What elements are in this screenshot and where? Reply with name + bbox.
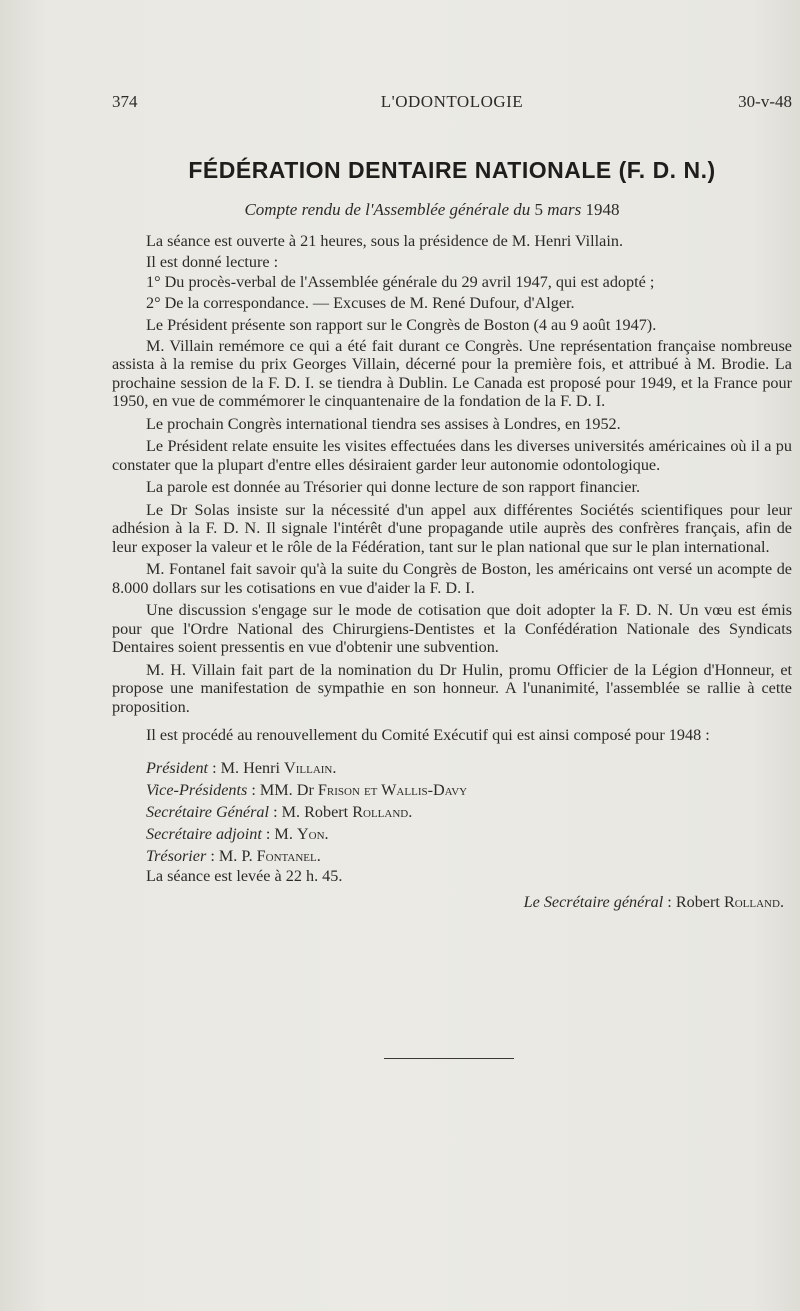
signature-end: .	[779, 893, 784, 911]
paragraph: Le Président relate ensuite les visites effectuées dans les diverses universités américaines où il a pu constater que la plupart d'entre elles désiraient garder leur autonomie odontologique.	[112, 437, 792, 474]
committee-row	[146, 757, 792, 779]
committee-sep: : MM. Dr	[247, 780, 318, 799]
committee-name: Rolland	[352, 802, 409, 821]
committee-role: Président	[146, 758, 209, 777]
journal-title: L'ODONTOLOGIE	[380, 92, 524, 111]
committee-list	[146, 757, 792, 867]
committee-row	[146, 823, 792, 845]
committee-sep: : M. Henri	[208, 758, 285, 777]
committee-role: Secrétaire adjoint	[146, 824, 262, 843]
committee-row	[146, 779, 792, 801]
paragraph: Il est procédé au renouvellement du Comité Exécutif qui est ainsi composé pour 1948 :	[146, 726, 710, 744]
paragraph: M. H. Villain fait part de la nomination du Dr Hulin, promu Officier de la Légion d'Honneur, et propose une manifestation de sympathie en son honneur. A l'unanimité, l'assemblée se rallie à cette proposition.	[112, 660, 792, 716]
committee-name: Villain	[284, 758, 333, 777]
subtitle-day: 5	[534, 200, 544, 219]
paragraph: Le prochain Congrès international tiendra ses assises à Londres, en 1952.	[146, 414, 621, 433]
subtitle-month: mars	[547, 200, 582, 219]
committee-role: Vice-Présidents	[146, 780, 248, 799]
committee-end: .	[332, 758, 337, 777]
article-title: FÉDÉRATION DENTAIRE NATIONALE (F. D. N.)	[188, 157, 716, 183]
signature	[112, 893, 792, 912]
paragraph: Le Dr Solas insiste sur la nécessité d'un appel aux différentes Sociétés scientifiques pour leur adhésion à la F. D. N. Il signale l'intérêt d'une propagande utile auprès des confrères français, afin de leur exposer la valeur et le rôle de la Fédération, tant sur le plan national que sur le plan international.	[112, 500, 792, 556]
committee-row	[146, 801, 792, 823]
paragraph: La séance est ouverte à 21 heures, sous la présidence de M. Henri Villain.	[146, 232, 623, 250]
signature-name: Rolland	[723, 893, 780, 911]
signature-sep: : Robert	[663, 893, 724, 911]
paragraph: Le Président présente son rapport sur le Congrès de Boston (4 au 9 août 1947).	[146, 316, 657, 334]
paragraph: La parole est donnée au Trésorier qui donne lecture de son rapport financier.	[146, 478, 641, 496]
committee-sep: : M. Robert	[269, 802, 353, 821]
paragraph: M. Fontanel fait savoir qu'à la suite du Congrès de Boston, les américains ont versé un acompte de 8.000 dollars sur les cotisations en vue d'aider la F. D. I.	[112, 560, 792, 597]
committee-end: .	[316, 846, 321, 865]
running-head	[112, 92, 792, 116]
closing-line: La séance est levée à 22 h. 45.	[146, 866, 343, 885]
committee-name: Frison et Wallis-Davy	[317, 780, 468, 799]
committee-role: Secrétaire Général	[146, 802, 270, 821]
page-number: 374	[112, 92, 138, 111]
paragraph: M. Villain remémore ce qui a été fait durant ce Congrès. Une représentation française nombreuse assista à la remise du prix Georges Villain, décerné pour la première fois, et attribué à M. Brodie. La prochaine session de la F. D. I. se tiendra à Dublin. Le Canada est proposé pour 1949, et la France pour 1950, en vue de commémorer le cinquantenaire de la fondation de la F. D. I.	[112, 336, 792, 410]
committee-sep: : M. P.	[206, 846, 257, 865]
paragraph: 2° De la correspondance. — Excuses de M. René Dufour, d'Alger.	[146, 293, 575, 312]
subtitle-year: 1948	[585, 200, 620, 219]
committee-sep: : M.	[261, 824, 297, 843]
article-body	[112, 232, 792, 912]
committee-end: .	[324, 824, 329, 843]
paragraph: Une discussion s'engage sur le mode de cotisation que doit adopter la F. D. N. Un vœu est émis pour que l'Ordre National des Chirurgiens-Dentistes et la Confédération Nationale des Syndicats Dentaires soient pressentis en vue d'obtenir une subvention.	[112, 601, 792, 656]
committee-name: Fontanel	[256, 846, 317, 865]
committee-role: Trésorier	[146, 846, 207, 865]
committee-row	[146, 845, 792, 867]
end-rule	[384, 1058, 514, 1059]
issue-date: 30-v-48	[738, 92, 792, 111]
paragraph: Il est donné lecture :	[146, 252, 279, 271]
article-subtitle	[112, 200, 752, 220]
committee-end: .	[408, 802, 413, 821]
signature-role: Le Secrétaire général	[523, 893, 664, 911]
committee-name: Yon	[296, 824, 325, 843]
subtitle-text: Compte rendu de l'Assemblée générale du	[244, 200, 531, 219]
paragraph: 1° Du procès-verbal de l'Assemblée générale du 29 avril 1947, qui est adopté ;	[146, 273, 655, 291]
